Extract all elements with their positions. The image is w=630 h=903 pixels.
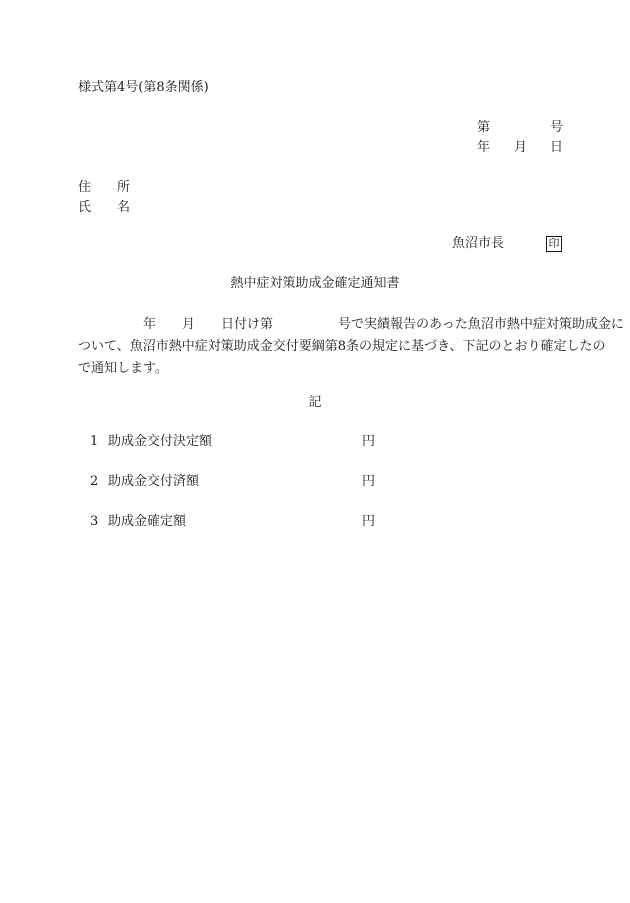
item-number: 2 <box>90 474 99 489</box>
item-number: 3 <box>90 514 99 529</box>
document-title: 熱中症対策助成金確定通知書 <box>230 276 400 291</box>
body-line: ついて、魚沼市熱中症対策助成金交付要綱第8条の規定に基づき、下記のとおり確定したの <box>78 339 606 354</box>
body-paragraph <box>78 314 624 380</box>
seal-mark: 印 <box>546 236 562 252</box>
date-month: 月 <box>514 140 528 155</box>
item-label: 助成金確定額 <box>108 514 187 529</box>
issuer-name: 魚沼市長 <box>452 236 505 251</box>
item-unit: 円 <box>362 514 376 529</box>
address-label: 住 所 <box>78 180 131 195</box>
doc-number-prefix: 第 <box>477 120 491 135</box>
item-label: 助成金交付決定額 <box>108 434 213 449</box>
body-line: で通知します。 <box>78 361 168 376</box>
body-line: 年 月 日付け第 号で実績報告のあった魚沼市熱中症対策助成金に <box>78 317 624 332</box>
doc-number-suffix: 号 <box>550 120 564 135</box>
date-year: 年 <box>477 140 491 155</box>
form-label: 様式第4号(第8条関係) <box>78 80 209 95</box>
item-label: 助成金交付済額 <box>108 474 200 489</box>
name-label: 氏 名 <box>78 200 131 215</box>
ki-heading: 記 <box>308 395 322 410</box>
item-unit: 円 <box>362 474 376 489</box>
item-number: 1 <box>90 434 99 449</box>
item-unit: 円 <box>362 434 376 449</box>
date-day: 日 <box>550 140 564 155</box>
